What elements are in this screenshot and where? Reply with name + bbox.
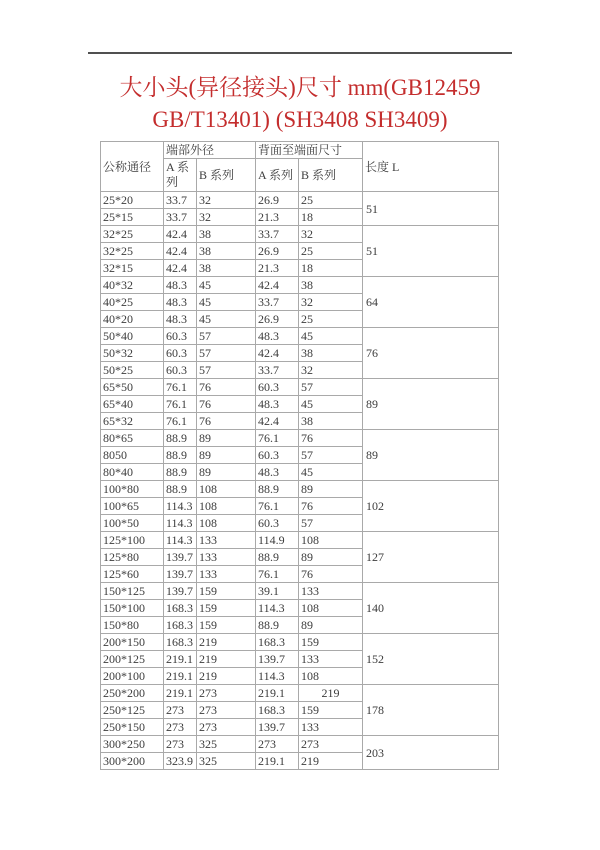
cell-back-series-b: 219 [299,753,363,770]
cell-length-l: 51 [363,226,499,277]
cell-back-series-a: 60.3 [256,447,299,464]
cell-back-series-b: 57 [299,447,363,464]
cell-end-series-a: 76.1 [164,379,197,396]
cell-back-series-b: 38 [299,413,363,430]
cell-back-series-b: 76 [299,430,363,447]
table-row [101,583,499,600]
cell-end-series-a: 76.1 [164,396,197,413]
cell-nominal-diameter: 200*100 [101,668,164,685]
cell-back-series-a: 48.3 [256,396,299,413]
cell-end-series-b: 38 [197,226,256,243]
cell-back-series-b: 57 [299,515,363,532]
cell-end-series-b: 45 [197,294,256,311]
cell-end-series-b: 325 [197,753,256,770]
cell-back-series-a: 48.3 [256,464,299,481]
cell-back-series-b: 38 [299,345,363,362]
cell-nominal-diameter: 250*150 [101,719,164,736]
cell-back-series-a: 114.3 [256,668,299,685]
cell-end-series-a: 114.3 [164,515,197,532]
cell-end-series-a: 33.7 [164,209,197,226]
header-row-1 [101,142,499,159]
cell-back-series-a: 48.3 [256,328,299,345]
cell-back-series-b: 219 [299,685,363,702]
cell-end-series-b: 273 [197,685,256,702]
cell-back-series-a: 139.7 [256,651,299,668]
cell-end-series-a: 273 [164,736,197,753]
cell-nominal-diameter: 32*25 [101,243,164,260]
cell-end-series-b: 76 [197,396,256,413]
cell-end-series-a: 219.1 [164,651,197,668]
cell-nominal-diameter: 150*100 [101,600,164,617]
cell-back-series-a: 39.1 [256,583,299,600]
cell-end-series-a: 60.3 [164,328,197,345]
cell-back-series-b: 57 [299,379,363,396]
cell-nominal-diameter: 80*65 [101,430,164,447]
cell-end-series-a: 139.7 [164,583,197,600]
cell-back-series-a: 26.9 [256,311,299,328]
cell-back-series-b: 32 [299,294,363,311]
cell-length-l: 203 [363,736,499,770]
cell-nominal-diameter: 32*15 [101,260,164,277]
cell-end-series-b: 45 [197,311,256,328]
cell-end-series-a: 88.9 [164,464,197,481]
table-row [101,226,499,243]
dimension-table [100,141,499,770]
cell-end-series-b: 38 [197,260,256,277]
cell-end-series-b: 219 [197,651,256,668]
table-row [101,481,499,498]
cell-end-series-a: 114.3 [164,498,197,515]
cell-end-series-a: 60.3 [164,345,197,362]
cell-end-series-b: 89 [197,464,256,481]
cell-nominal-diameter: 50*25 [101,362,164,379]
cell-back-series-a: 273 [256,736,299,753]
cell-end-series-b: 89 [197,430,256,447]
cell-back-series-b: 76 [299,566,363,583]
cell-back-series-a: 26.9 [256,243,299,260]
table-row [101,430,499,447]
cell-back-series-a: 60.3 [256,515,299,532]
cell-nominal-diameter: 200*150 [101,634,164,651]
cell-end-series-b: 76 [197,379,256,396]
cell-end-series-a: 60.3 [164,362,197,379]
cell-end-series-b: 76 [197,413,256,430]
cell-back-series-b: 25 [299,311,363,328]
cell-back-series-a: 88.9 [256,617,299,634]
cell-back-series-a: 21.3 [256,209,299,226]
cell-end-series-a: 88.9 [164,430,197,447]
table-header [101,142,499,192]
cell-back-series-b: 25 [299,243,363,260]
cell-back-series-b: 273 [299,736,363,753]
cell-end-series-b: 108 [197,515,256,532]
cell-nominal-diameter: 50*32 [101,345,164,362]
cell-end-series-b: 32 [197,209,256,226]
cell-back-series-a: 219.1 [256,685,299,702]
cell-end-series-a: 219.1 [164,668,197,685]
cell-end-series-b: 38 [197,243,256,260]
cell-end-series-a: 42.4 [164,260,197,277]
cell-end-series-a: 139.7 [164,566,197,583]
cell-end-series-b: 108 [197,498,256,515]
header-end-series-a: A 系列 [164,159,197,192]
cell-back-series-b: 108 [299,532,363,549]
cell-back-series-a: 42.4 [256,413,299,430]
cell-back-series-b: 32 [299,362,363,379]
cell-end-series-b: 133 [197,549,256,566]
header-nominal-diameter: 公称通径 [101,142,164,192]
cell-end-series-b: 273 [197,702,256,719]
cell-end-series-b: 57 [197,345,256,362]
cell-nominal-diameter: 8050 [101,447,164,464]
cell-nominal-diameter: 200*125 [101,651,164,668]
cell-nominal-diameter: 40*32 [101,277,164,294]
cell-back-series-b: 18 [299,260,363,277]
cell-back-series-b: 133 [299,719,363,736]
cell-back-series-b: 76 [299,498,363,515]
cell-nominal-diameter: 300*200 [101,753,164,770]
cell-end-series-a: 323.9 [164,753,197,770]
table-row [101,634,499,651]
cell-back-series-b: 89 [299,481,363,498]
cell-nominal-diameter: 65*32 [101,413,164,430]
cell-end-series-b: 108 [197,481,256,498]
cell-length-l: 140 [363,583,499,634]
table-row [101,532,499,549]
cell-back-series-a: 168.3 [256,634,299,651]
header-end-outer-diameter-group: 端部外径 [164,142,256,159]
cell-nominal-diameter: 125*60 [101,566,164,583]
page-title [0,72,600,136]
cell-back-series-b: 159 [299,702,363,719]
cell-back-series-a: 60.3 [256,379,299,396]
cell-end-series-a: 48.3 [164,277,197,294]
cell-end-series-a: 42.4 [164,226,197,243]
table-row [101,736,499,753]
cell-end-series-b: 57 [197,362,256,379]
cell-end-series-a: 168.3 [164,617,197,634]
cell-back-series-a: 42.4 [256,277,299,294]
cell-nominal-diameter: 150*80 [101,617,164,634]
cell-end-series-a: 273 [164,702,197,719]
cell-nominal-diameter: 100*50 [101,515,164,532]
cell-nominal-diameter: 40*25 [101,294,164,311]
cell-back-series-a: 33.7 [256,362,299,379]
cell-end-series-a: 219.1 [164,685,197,702]
cell-end-series-b: 89 [197,447,256,464]
cell-back-series-a: 139.7 [256,719,299,736]
cell-end-series-a: 168.3 [164,634,197,651]
cell-end-series-b: 45 [197,277,256,294]
cell-end-series-a: 48.3 [164,294,197,311]
cell-back-series-b: 25 [299,192,363,209]
cell-length-l: 76 [363,328,499,379]
cell-length-l: 178 [363,685,499,736]
cell-back-series-b: 89 [299,617,363,634]
cell-back-series-a: 42.4 [256,345,299,362]
cell-end-series-a: 42.4 [164,243,197,260]
cell-end-series-b: 159 [197,600,256,617]
cell-back-series-a: 33.7 [256,294,299,311]
cell-nominal-diameter: 150*125 [101,583,164,600]
table-row [101,328,499,345]
cell-end-series-a: 273 [164,719,197,736]
cell-end-series-b: 57 [197,328,256,345]
cell-length-l: 152 [363,634,499,685]
cell-back-series-a: 33.7 [256,226,299,243]
cell-end-series-b: 133 [197,566,256,583]
cell-end-series-b: 133 [197,532,256,549]
cell-length-l: 89 [363,430,499,481]
cell-back-series-a: 26.9 [256,192,299,209]
cell-back-series-b: 32 [299,226,363,243]
header-end-series-b: B 系列 [197,159,256,192]
cell-back-series-a: 114.3 [256,600,299,617]
cell-end-series-a: 114.3 [164,532,197,549]
cell-end-series-b: 273 [197,719,256,736]
table-row [101,685,499,702]
cell-back-series-b: 108 [299,668,363,685]
cell-back-series-a: 168.3 [256,702,299,719]
cell-end-series-b: 219 [197,668,256,685]
cell-length-l: 89 [363,379,499,430]
cell-end-series-a: 48.3 [164,311,197,328]
page-title-line-2: GB/T13401) (SH3408 SH3409) [152,107,448,132]
cell-nominal-diameter: 300*250 [101,736,164,753]
table-row [101,379,499,396]
cell-nominal-diameter: 40*20 [101,311,164,328]
cell-back-series-a: 114.9 [256,532,299,549]
cell-end-series-b: 159 [197,583,256,600]
cell-back-series-a: 21.3 [256,260,299,277]
cell-end-series-a: 139.7 [164,549,197,566]
cell-end-series-b: 159 [197,617,256,634]
cell-nominal-diameter: 250*200 [101,685,164,702]
cell-nominal-diameter: 125*100 [101,532,164,549]
cell-back-series-a: 88.9 [256,481,299,498]
cell-nominal-diameter: 25*20 [101,192,164,209]
cell-nominal-diameter: 100*65 [101,498,164,515]
cell-nominal-diameter: 25*15 [101,209,164,226]
cell-length-l: 64 [363,277,499,328]
cell-back-series-b: 38 [299,277,363,294]
cell-length-l: 102 [363,481,499,532]
cell-length-l: 127 [363,532,499,583]
header-back-to-face-group: 背面至端面尺寸 [256,142,363,159]
cell-end-series-b: 219 [197,634,256,651]
cell-nominal-diameter: 100*80 [101,481,164,498]
cell-nominal-diameter: 65*50 [101,379,164,396]
header-length-l: 长度 L [363,142,499,192]
cell-nominal-diameter: 50*40 [101,328,164,345]
cell-nominal-diameter: 80*40 [101,464,164,481]
cell-back-series-b: 45 [299,328,363,345]
cell-length-l: 51 [363,192,499,226]
cell-back-series-a: 76.1 [256,566,299,583]
cell-end-series-b: 325 [197,736,256,753]
cell-end-series-a: 88.9 [164,481,197,498]
cell-back-series-b: 133 [299,651,363,668]
header-back-series-b: B 系列 [299,159,363,192]
cell-back-series-a: 88.9 [256,549,299,566]
table-row [101,277,499,294]
cell-end-series-a: 88.9 [164,447,197,464]
cell-nominal-diameter: 65*40 [101,396,164,413]
table-body [101,192,499,770]
cell-back-series-b: 45 [299,396,363,413]
cell-end-series-a: 168.3 [164,600,197,617]
cell-end-series-b: 32 [197,192,256,209]
page-title-line-1: 大小头(异径接头)尺寸 mm(GB12459 [119,75,481,100]
cell-nominal-diameter: 32*25 [101,226,164,243]
cell-back-series-b: 108 [299,600,363,617]
cell-back-series-b: 133 [299,583,363,600]
cell-back-series-a: 76.1 [256,430,299,447]
cell-nominal-diameter: 250*125 [101,702,164,719]
cell-back-series-a: 76.1 [256,498,299,515]
cell-back-series-a: 219.1 [256,753,299,770]
table-row [101,192,499,209]
cell-back-series-b: 18 [299,209,363,226]
horizontal-rule [88,52,512,54]
cell-back-series-b: 89 [299,549,363,566]
header-back-series-a: A 系列 [256,159,299,192]
cell-nominal-diameter: 125*80 [101,549,164,566]
cell-end-series-a: 76.1 [164,413,197,430]
cell-back-series-b: 159 [299,634,363,651]
cell-back-series-b: 45 [299,464,363,481]
cell-end-series-a: 33.7 [164,192,197,209]
